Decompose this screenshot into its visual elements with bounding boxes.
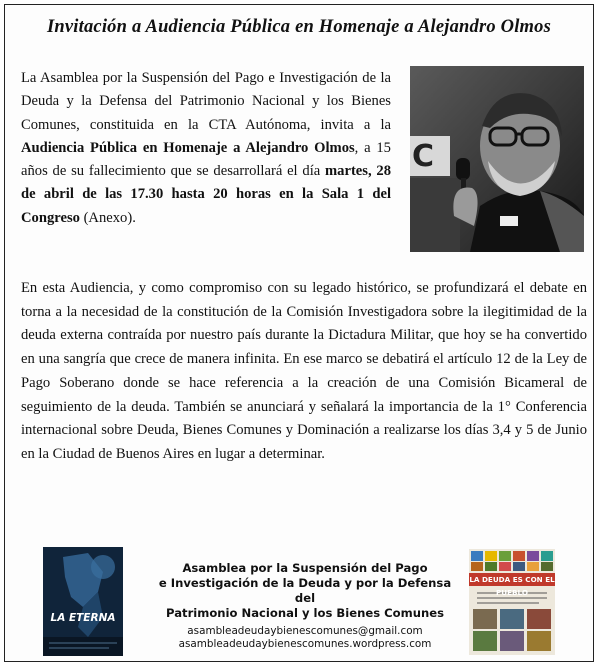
footer bbox=[5, 543, 593, 661]
event-poster-image bbox=[469, 549, 555, 655]
book-cover-title: LA ETERNA bbox=[50, 612, 116, 624]
intro-event-date: martes, 28 de abril de las 17.30 hasta 20 horas en la Sala 1 del Congreso bbox=[21, 163, 391, 226]
page-title: Invitación a Audiencia Pública en Homenaje a Alejandro Olmos bbox=[47, 17, 551, 37]
organization-block bbox=[155, 561, 455, 651]
org-name-line-3: Patrimonio Nacional y los Bienes Comunes bbox=[166, 606, 444, 620]
contact-website[interactable]: asambleadeudaybienescomunes.wordpress.com bbox=[178, 638, 432, 650]
book-cover-image bbox=[43, 547, 123, 656]
org-name-line-1: Asamblea por la Suspensión del Pago bbox=[182, 561, 428, 575]
invitation-page bbox=[4, 4, 594, 662]
book-cover-illustration bbox=[43, 547, 123, 656]
intro-paragraph bbox=[21, 67, 391, 230]
poster-banner: LA DEUDA ES CON EL PUEBLO bbox=[469, 575, 555, 597]
intro-text-2: , a 15 años de su fallecimiento que se desarrollará el día bbox=[21, 139, 391, 180]
body-paragraph: En esta Audiencia, y como compromiso con su legado histórico, se profundizará el debate en torna a la necesidad de la constitución de la Comisión Investigadora sobre la ilegitimidad de la deuda externa contraída por nuestro país durante la Dictadura Militar, que hoy se ha convertido en una sangría que crece de manera infinita. En ese marco se debatirá el artículo 12 de la Ley de Pago Soberano donde se hace referencia a la creación de una Comisión Bicameral de seguimiento de la deuda. También se anunciará y señalará la importancia de la 1° Conferencia internacional sobre Deuda, Bienes Comunes y Dominación a realizarse los días 3,4 y 5 de Junio en la Ciudad de Buenos Aires en lugar a determinar. bbox=[21, 280, 587, 462]
portrait-illustration bbox=[410, 66, 584, 252]
portrait-photo bbox=[410, 66, 584, 252]
intro-text-3: (Anexo). bbox=[79, 209, 136, 226]
intro-text-1: La Asamblea por la Suspensión del Pago e Investigación de la Deuda y la Defensa del Patrimonio Nacional y los Bienes Comunes, constituida en la CTA Autónoma, invita a la bbox=[21, 70, 391, 133]
intro-event-name: Audiencia Pública en Homenaje a Alejandro Olmos bbox=[21, 139, 355, 156]
contact-email[interactable]: asambleadeudaybienescomunes@gmail.com bbox=[187, 625, 423, 637]
svg-text:C: C bbox=[412, 139, 435, 174]
poster-illustration bbox=[469, 549, 555, 655]
org-name-line-2: e Investigación de la Deuda y por la Defensa del bbox=[158, 576, 452, 605]
